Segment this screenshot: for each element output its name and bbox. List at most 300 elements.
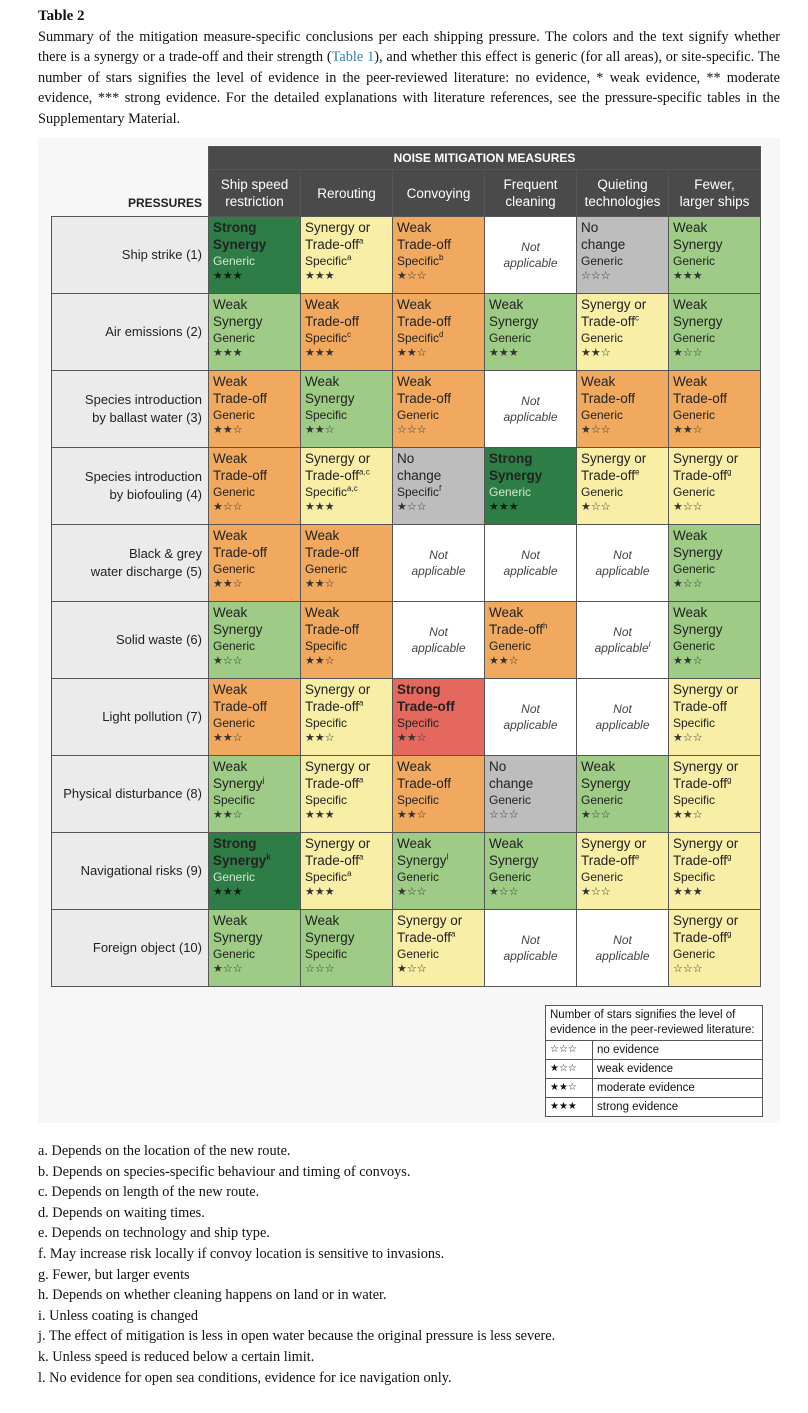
evidence-stars: ★★★ [213,270,243,282]
cell-effect-text: Trade-off [213,545,268,560]
table-cell [485,756,577,833]
cell-effect [397,852,480,869]
table-cell [301,833,393,910]
column-header-line-2: restriction [225,194,284,209]
cell-strength: Synergy or [581,297,647,312]
evidence-stars: ★☆☆ [213,501,243,513]
cell-effect [489,852,572,869]
cell-effect [213,467,296,484]
cell-scope [673,330,756,346]
cell-scope [489,792,572,808]
table-cell [301,294,393,371]
cell-effect [581,775,664,792]
table-cell [209,217,301,294]
legend-header: Number of stars signifies the level of evidence in the peer-reviewed literature: [546,1006,763,1041]
cell-line-1: Not [521,548,540,562]
cell-effect-text: Synergy [397,853,447,868]
table-cell [669,910,761,987]
cell-scope [489,330,572,346]
cell-strength: Weak [489,836,524,851]
pressure-label [52,525,209,602]
evidence-stars: ★★★ [305,270,335,282]
cell-strength: Weak [213,451,248,466]
cell-strength: Weak [397,220,432,235]
cell-scope [581,330,664,346]
pressure-label-line-2: by ballast water (3) [92,410,202,425]
table-cell [209,371,301,448]
evidence-stars: ★☆☆ [673,732,703,744]
cell-effect [213,929,296,946]
cell-strength: Synergy or [305,220,371,235]
cell-line-2-wrap [485,409,576,425]
cell-effect-text: Trade-off [489,622,544,637]
cell-strength: Weak [489,605,524,620]
table-cell [393,602,485,679]
table-cell [577,679,669,756]
cell-scope-text: Generic [581,485,624,499]
table-cell [485,602,577,679]
evidence-stars: ★★☆ [673,424,703,436]
cell-strength: Weak [305,605,340,620]
cell-strength: Strong [213,220,257,235]
table-row [52,525,761,602]
cell-effect [673,698,756,715]
table-cell [209,833,301,910]
cell-scope [305,946,388,962]
cell-effect-text: Synergy [213,622,263,637]
cell-strength: Synergy or [673,451,739,466]
pressure-label-line-1: Species introduction [84,469,202,484]
footnote-marker: a [359,775,364,785]
evidence-stars: ★☆☆ [673,578,703,590]
cell-line-1: Not [521,240,540,254]
cell-effect-text: Trade-off [213,468,268,483]
cell-effect [673,929,756,946]
cell-effect-text: Trade-off [305,237,360,252]
column-header [485,170,577,217]
cell-scope-text: Generic [673,331,716,345]
evidence-stars: ★★★ [673,270,703,282]
cell-scope-text: Generic [673,254,716,268]
cell-effect [489,775,572,792]
pressure-label-line-1: Foreign object (10) [92,940,202,955]
legend-label: no evidence [593,1041,763,1060]
table-cell [669,756,761,833]
cell-effect [305,621,388,638]
pressure-label-line-1: Ship strike (1) [121,247,202,262]
table-cell [209,679,301,756]
cell-effect-text: Trade-off [305,468,360,483]
cell-line-2: applicable [594,641,649,655]
cell-scope [213,484,296,500]
cell-effect-text: Synergy [305,391,355,406]
table-cell [209,910,301,987]
cell-strength: Strong [489,451,533,466]
cell-strength: Weak [213,374,248,389]
cell-scope-text: Generic [397,870,440,884]
cell-effect [397,390,480,407]
cell-effect-text: Synergy [213,776,263,791]
footnote: e. Depends on technology and ship type. [38,1225,270,1242]
footnote-marker: a [359,852,364,862]
table-cell [577,833,669,910]
evidence-stars: ☆☆☆ [489,809,519,821]
cell-effect-text: Synergy [673,237,723,252]
footnote-marker: a [359,236,364,246]
cell-effect-text: change [489,776,534,791]
table-cell [393,525,485,602]
column-header [301,170,393,217]
footnote-marker: b [439,253,444,262]
footnote: i. Unless coating is changed [38,1307,199,1324]
cell-scope-text: Generic [581,793,624,807]
cell-effect [305,698,388,715]
cell-strength: Weak [305,374,340,389]
cell-effect [305,313,388,330]
cell-line-2: applicable [503,256,558,270]
cell-scope-text: Generic [489,485,532,499]
table-cell [301,679,393,756]
cell-effect-text: Trade-off [673,468,728,483]
cell-scope-text: Generic [581,254,624,268]
cell-scope [305,869,388,885]
cell-scope-text: Generic [213,254,256,268]
cell-effect-text: Trade-off [673,391,728,406]
footnote-marker: h [543,621,548,631]
cell-effect [305,390,388,407]
legend-stars: ☆☆☆ [546,1041,593,1060]
cell-effect-text: Trade-off [305,545,360,560]
group-header: NOISE MITIGATION MEASURES [209,147,761,170]
cell-line-1: Not [521,394,540,408]
cell-effect-text: Trade-off [673,853,728,868]
cell-scope [581,407,664,423]
cell-strength: Synergy or [673,913,739,928]
cell-line-2-wrap [485,255,576,271]
cell-effect-text: Trade-off [305,699,360,714]
table-cell [209,602,301,679]
cell-strength: Weak [673,528,708,543]
evidence-stars: ★☆☆ [581,424,611,436]
cell-scope-text: Specific [305,716,348,730]
cell-scope [305,638,388,654]
cell-effect [305,852,388,869]
cell-strength: Weak [213,759,248,774]
footnote-marker: d [439,330,444,339]
evidence-stars: ★★★ [673,886,703,898]
cell-line-1: Not [521,702,540,716]
cell-strength: No [581,220,599,235]
evidence-stars: ★☆☆ [213,963,243,975]
cell-strength: Weak [213,528,248,543]
cell-line-2: applicable [503,718,558,732]
table-cell [393,217,485,294]
cell-scope [213,715,296,731]
cell-effect-text: Trade-off [673,776,728,791]
cell-effect [213,313,296,330]
cell-effect-text: Trade-off [397,391,452,406]
cell-scope-text: Specific [673,716,716,730]
table-cell [669,294,761,371]
cell-scope-text: Specific [305,870,348,884]
table-row [52,756,761,833]
footnote-marker: g [727,775,732,785]
evidence-stars: ★☆☆ [673,501,703,513]
cell-effect-text: Trade-off [397,237,452,252]
footnote: l. No evidence for open sea conditions, evidence for ice navigation only. [38,1369,452,1386]
cell-scope-text: Specific [305,485,348,499]
table-cell [669,833,761,910]
footnote-marker: e [635,467,640,477]
cell-strength: Weak [673,220,708,235]
table-1-link[interactable]: Table 1 [331,49,375,65]
pressure-label [52,371,209,448]
cell-effect-text: Synergy [673,314,723,329]
column-header-line-1: Convoying [406,185,471,201]
evidence-stars: ★★★ [305,347,335,359]
pressure-label [52,910,209,987]
legend-label: strong evidence [593,1098,763,1117]
cell-effect [673,544,756,561]
cell-line-2-wrap [577,717,668,733]
footnote-marker: k [266,852,271,862]
pressure-label-line-1: Navigational risks (9) [80,863,202,878]
cell-effect [581,467,664,484]
cell-effect [673,390,756,407]
table-cell [669,525,761,602]
cell-scope-text: Generic [489,639,532,653]
footnote-marker: a [347,253,352,262]
cell-scope [213,561,296,577]
cell-effect [581,313,664,330]
evidence-stars: ★★☆ [581,347,611,359]
table-cell [577,448,669,525]
cell-scope-text: Generic [581,331,624,345]
cell-scope [213,253,296,269]
cell-effect-text: Synergy [673,545,723,560]
cell-effect-text: Trade-off [581,853,636,868]
table-description [38,27,780,130]
footnote: g. Fewer, but larger events [38,1266,190,1283]
column-header-line-1: Quieting [597,177,648,192]
table-title: Table 2 [38,8,85,24]
cell-strength: Weak [213,297,248,312]
cell-effect [581,852,664,869]
cell-effect-text: Trade-off [213,699,268,714]
cell-effect [305,929,388,946]
footnote-marker: g [727,852,732,862]
cell-line-2-wrap [577,640,668,656]
evidence-stars: ☆☆☆ [673,963,703,975]
cell-line-2-wrap [393,563,484,579]
evidence-stars: ★☆☆ [489,886,519,898]
cell-effect [213,698,296,715]
cell-scope-text: Specific [397,485,440,499]
table-cell [485,833,577,910]
table-caption [38,6,780,129]
cell-strength: Weak [213,605,248,620]
table-cell [669,448,761,525]
evidence-stars: ★★☆ [397,347,427,359]
pressure-label-line-1: Species introduction [84,392,202,407]
caption-text-end: ), and whether this effect is generic (for all areas), or site-specific. The number of stars signifies the level of evidence in the peer-reviewed literature: no evidence, * weak evidence, ** moderate evidence, *** strong evidence. For the detailed explanations with literature references, see the pressure-specific tables in the Supplementary Material. [38,49,780,127]
cell-effect [397,775,480,792]
cell-scope-text: Generic [213,485,256,499]
cell-effect-text: Synergy [489,468,543,483]
pressure-label [52,448,209,525]
pressure-label-line-1: Air emissions (2) [105,324,202,339]
cell-line-2: applicable [595,564,650,578]
evidence-stars: ★☆☆ [397,886,427,898]
table-cell [485,910,577,987]
pressure-label [52,833,209,910]
cell-scope-text: Specific [305,793,348,807]
table-cell [669,371,761,448]
evidence-stars: ★★★ [213,886,243,898]
pressure-label-line-1: Black & grey [129,546,202,561]
cell-effect [305,467,388,484]
table-cell [669,679,761,756]
cell-strength: Weak [213,913,248,928]
cell-scope-text: Generic [673,639,716,653]
footnote: j. The effect of mitigation is less in open water because the original pressure is less severe. [38,1328,556,1345]
cell-line-2: applicable [503,564,558,578]
cell-scope-text: Generic [673,485,716,499]
footnote: f. May increase risk locally if convoy location is sensitive to invasions. [38,1245,445,1262]
table-row [52,371,761,448]
cell-scope [581,792,664,808]
evidence-stars: ★★☆ [305,578,335,590]
cell-effect [213,852,296,869]
cell-effect [489,467,572,484]
cell-scope [397,869,480,885]
footnote-marker: f [439,484,442,493]
cell-effect-text: Trade-off [213,391,268,406]
footnote: c. Depends on length of the new route. [38,1184,260,1201]
cell-scope-text: Generic [213,408,256,422]
cell-scope-text: Specific [673,793,716,807]
cell-effect-text: Synergy [213,314,263,329]
cell-scope [673,946,756,962]
cell-scope [581,484,664,500]
cell-effect-text: Synergy [489,853,539,868]
footnote: a. Depends on the location of the new route. [38,1143,291,1159]
cell-scope [397,330,480,346]
cell-scope [673,715,756,731]
table-cell [209,448,301,525]
cell-effect [673,621,756,638]
cell-effect-text: change [581,237,626,252]
cell-scope [305,330,388,346]
cell-scope [213,407,296,423]
cell-scope [213,330,296,346]
cell-effect-text: change [397,468,442,483]
cell-line-2-wrap [577,563,668,579]
cell-effect-text: Trade-off [305,853,360,868]
cell-strength: Synergy or [673,759,739,774]
cell-scope-text: Generic [213,331,256,345]
cell-effect [305,775,388,792]
cell-effect-text: Synergy [213,237,267,252]
evidence-stars: ★☆☆ [397,963,427,975]
table-cell [301,371,393,448]
legend-label: moderate evidence [593,1079,763,1098]
cell-strength: Synergy or [305,759,371,774]
cell-scope [673,253,756,269]
cell-scope [397,484,480,500]
pressures-header: PRESSURES [52,170,209,217]
evidence-stars: ★★☆ [305,655,335,667]
evidence-stars: ★☆☆ [397,270,427,282]
column-header-line-1: Frequent [503,177,558,192]
pressure-label-line-1: Solid waste (6) [116,632,202,647]
cell-strength: Weak [397,374,432,389]
table-cell [393,371,485,448]
column-header [669,170,761,217]
cell-effect-text: Trade-off [397,776,452,791]
table-row [52,910,761,987]
cell-scope-text: Generic [581,408,624,422]
cell-strength: Weak [673,297,708,312]
cell-effect-text: Trade-off [305,314,360,329]
cell-scope [397,253,480,269]
cell-strength: Synergy or [305,451,371,466]
cell-scope-text: Specific [673,870,716,884]
corner-cell [52,147,209,170]
pressure-label [52,756,209,833]
column-header [577,170,669,217]
footnotes [38,1141,798,1388]
legend-row [546,1041,763,1060]
footnote-marker: a [359,698,364,708]
footnote-marker: l [446,852,449,862]
cell-scope [673,484,756,500]
table-cell [301,448,393,525]
cell-scope-text: Generic [397,947,440,961]
cell-strength: Weak [581,374,616,389]
cell-strength: Synergy or [581,451,647,466]
cell-scope [213,792,296,808]
cell-effect-text: Synergy [489,314,539,329]
evidence-stars: ★★☆ [305,424,335,436]
footnote-marker: a [451,929,456,939]
pressure-label [52,602,209,679]
cell-scope-text: Generic [213,947,256,961]
legend-stars: ★☆☆ [546,1060,593,1079]
table-cell [301,602,393,679]
cell-effect-text: Trade-off [581,314,636,329]
evidence-stars: ★★☆ [213,578,243,590]
cell-scope-text: Specific [397,331,440,345]
cell-effect [397,698,480,715]
cell-scope [673,407,756,423]
table-cell [485,294,577,371]
cell-scope [489,484,572,500]
cell-effect [489,313,572,330]
evidence-stars: ★★☆ [213,732,243,744]
cell-effect-text: Trade-off [673,930,728,945]
table-cell [577,910,669,987]
cell-effect-text: Trade-off [581,391,636,406]
cell-scope [397,407,480,423]
pressure-label-line-2: water discharge (5) [90,564,202,579]
footnote-marker: g [727,467,732,477]
evidence-stars: ★★☆ [673,655,703,667]
cell-strength: Strong [397,682,441,697]
table-cell [209,756,301,833]
evidence-stars: ★★★ [305,886,335,898]
cell-effect [673,852,756,869]
